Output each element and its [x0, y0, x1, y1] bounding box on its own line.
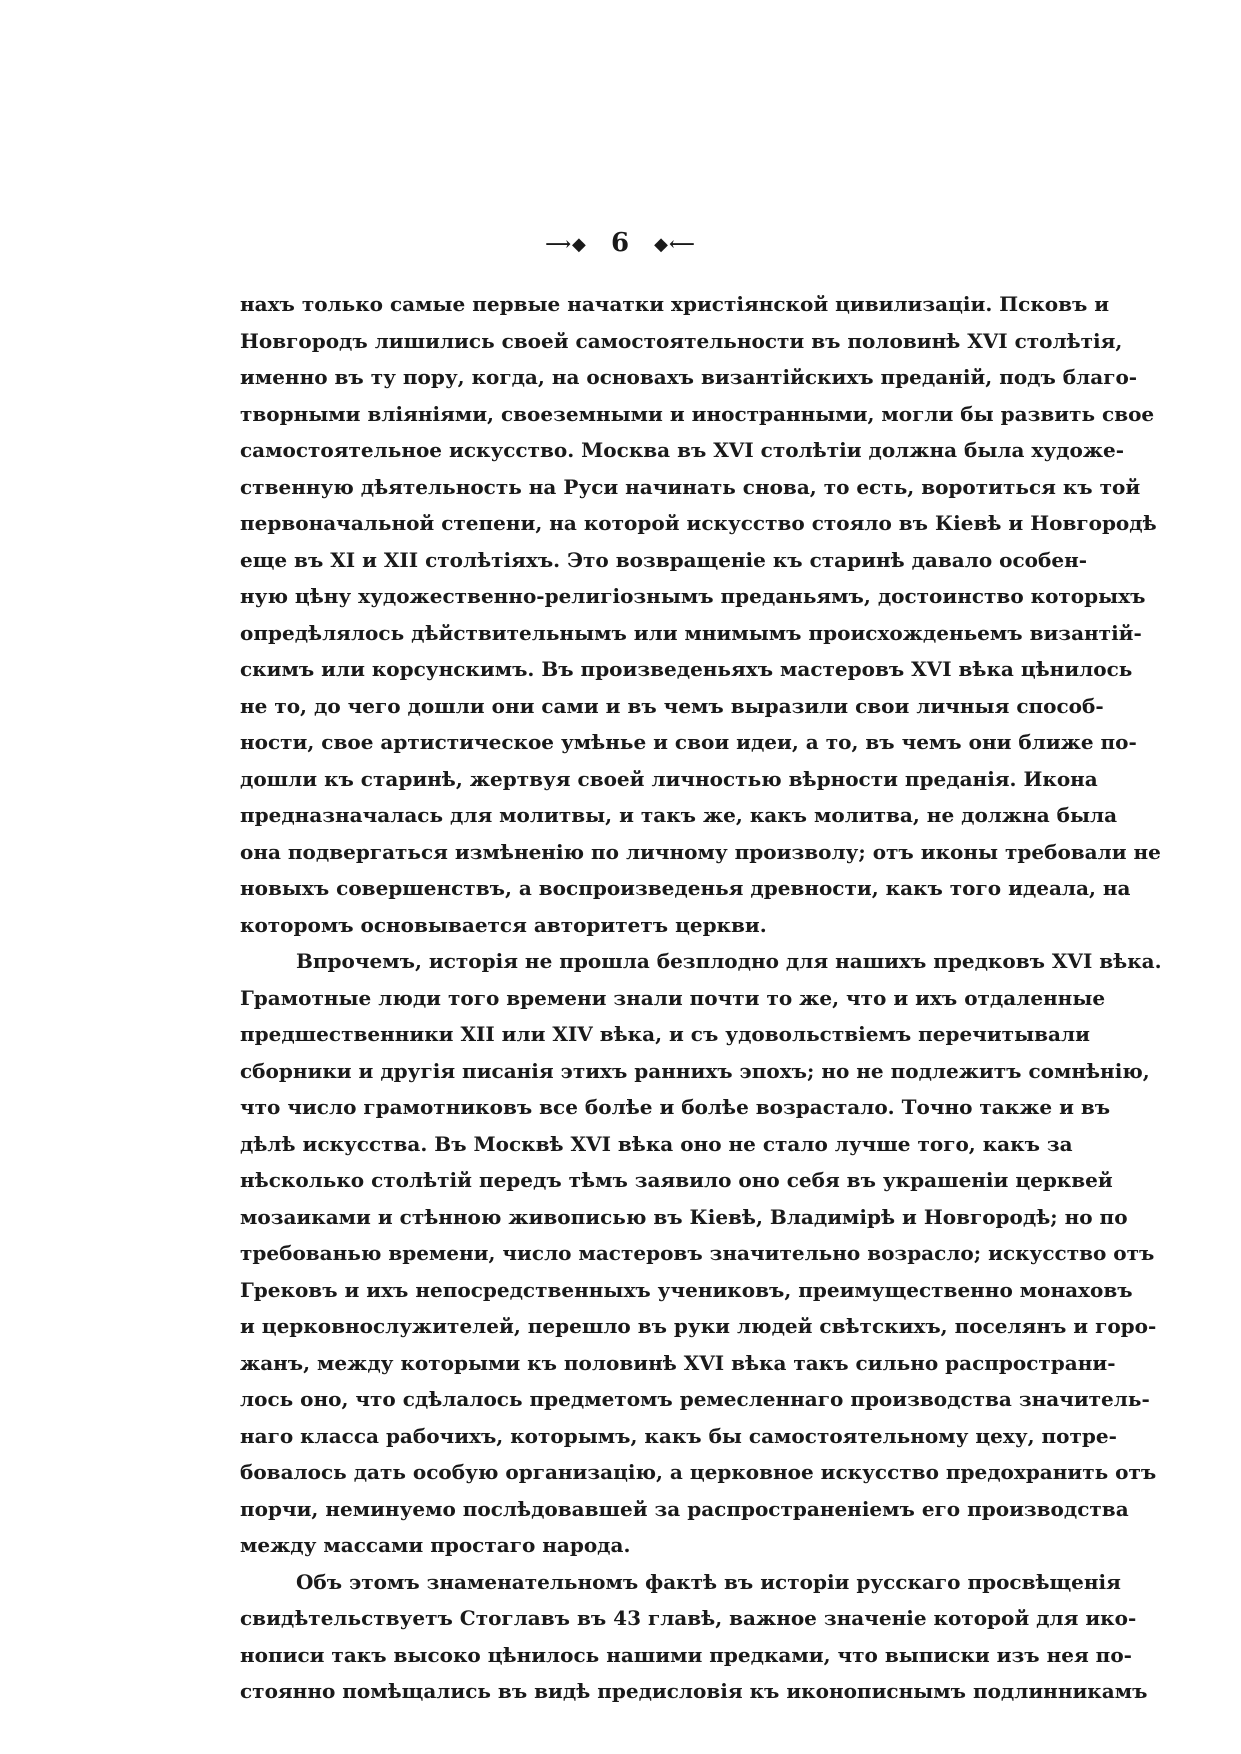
text-line: ности, свое артистическое умѣнье и свои идеи, а то, въ чемъ они ближе по- [240, 730, 1137, 754]
text-line: стоянно помѣщались въ видѣ предисловія къ иконописнымъ подлинникамъ [240, 1679, 1148, 1703]
text-line: нѣсколько столѣтій передъ тѣмъ заявило оно себя въ украшеніи церквей [240, 1168, 1113, 1192]
text-line: нописи такъ высоко цѣнилось нашими предками, что выписки изъ нея по- [240, 1642, 1132, 1667]
text-line: Объ этомъ знаменательномъ фактѣ въ исторіи русскаго просвѣщенія [296, 1569, 1121, 1594]
text-line: именно въ ту пору, когда, на основахъ византійскихъ преданій, подъ благо- [240, 365, 1138, 389]
text-line: творными вліяніями, своеземными и иностранными, могли бы развить свое [240, 401, 1155, 426]
text-line: первоначальной степени, на которой искусство стояло въ Кіевѣ и Новгородѣ [240, 511, 1157, 535]
text-line: что число грамотниковъ все болѣе и болѣе возрастало. Точно также и въ [240, 1095, 1111, 1119]
text-line: свидѣтельствуетъ Стоглавъ въ 43 главѣ, важное значеніе которой для ико- [240, 1606, 1137, 1630]
ornament-right-icon: ◆⟵ [654, 233, 696, 255]
text-line: не то, до чего дошли они сами и въ чемъ выразили свои личныя способ- [240, 693, 1104, 718]
text-line: между массами простаго народа. [240, 1533, 631, 1557]
text-line: порчи, неминуемо послѣдовавшей за распространеніемъ его производства [240, 1496, 1129, 1521]
text-line: которомъ основывается авторитетъ церкви. [240, 912, 767, 937]
text-line: предшественники XII или XIV вѣка, и съ удовольствіемъ перечитывали [240, 1022, 1090, 1046]
text-line: бовалось дать особую организацію, а церковное искусство предохранить отъ [240, 1460, 1157, 1484]
text-line: Новгородъ лишились своей самостоятельности въ половинѣ XVI столѣтія, [240, 328, 1123, 353]
text-line: самостоятельное искусство. Москва въ XVI столѣтіи должна была художе- [240, 438, 1125, 462]
text-line: лось оно, что сдѣлалось предметомъ ремесленнаго производства значитель- [240, 1387, 1150, 1411]
text-line: нахъ только самые первые начатки христіянской цивилизаціи. Псковъ и [240, 292, 1110, 316]
paragraph [240, 286, 1161, 943]
text-line: сборники и другія писанія этихъ раннихъ эпохъ; но не подлежитъ сомнѣнію, [240, 1058, 1150, 1083]
text-line: скимъ или корсунскимъ. Въ произведеньяхъ мастеровъ XVI вѣка цѣнилось [240, 657, 1133, 681]
text-line: опредѣлялось дѣйствительнымъ или мнимымъ происхожденьемъ византій- [240, 620, 1142, 645]
text-line: Грамотные люди того времени знали почти то же, что и ихъ отдаленные [240, 985, 1106, 1010]
text-line: предназначалась для молитвы, и такъ же, какъ молитва, не должна была [240, 803, 1118, 827]
body-text [240, 286, 1162, 1710]
paragraph [240, 943, 1162, 1564]
text-line: дѣлѣ искусства. Въ Москвѣ XVI вѣка оно не стало лучше того, какъ за [240, 1131, 1073, 1156]
text-line: наго класса рабочихъ, которымъ, какъ бы самостоятельному цеху, потре- [240, 1423, 1117, 1448]
ornament-left-icon: ⟶◆ [545, 233, 587, 255]
page-number: 6 [610, 228, 631, 258]
text-line: ную цѣну художественно-религіознымъ преданьямъ, достоинство которыхъ [240, 584, 1146, 608]
text-line: Грековъ и ихъ непосредственныхъ учениковъ, преимущественно монаховъ [240, 1277, 1133, 1302]
paragraph [240, 1564, 1148, 1710]
text-line: жанъ, между которыми къ половинѣ XVI вѣка такъ сильно распространи- [240, 1350, 1116, 1375]
text-line: требованью времени, число мастеровъ значительно возрасло; искусство отъ [240, 1241, 1155, 1265]
text-line: она подвергаться измѣненію по личному произволу; отъ иконы требовали не [240, 839, 1161, 864]
text-line: дошли къ старинѣ, жертвуя своей личностью вѣрности преданія. Икона [240, 766, 1098, 791]
text-line: еще въ XI и XII столѣтіяхъ. Это возвращеніе къ старинѣ давало особен- [240, 547, 1088, 572]
page-header [0, 228, 1241, 258]
text-line: Впрочемъ, исторія не прошла безплодно для нашихъ предковъ XVI вѣка. [296, 949, 1162, 973]
text-line: мозаиками и стѣнною живописью въ Кіевѣ, Владимірѣ и Новгородѣ; но по [240, 1204, 1128, 1229]
text-line: новыхъ совершенствъ, а воспроизведенья древности, какъ того идеала, на [240, 876, 1131, 900]
text-line: и церковнослужителей, перешло въ руки людей свѣтскихъ, поселянъ и горо- [240, 1314, 1157, 1338]
text-line: ственную дѣятельность на Руси начинать снова, то есть, воротиться къ той [240, 474, 1141, 499]
